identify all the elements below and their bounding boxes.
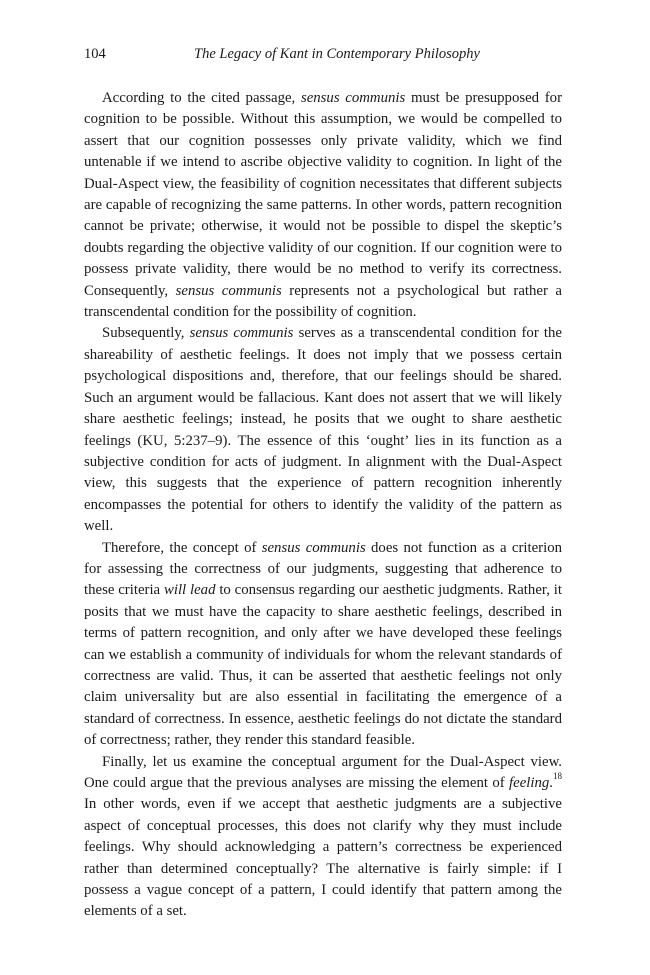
- italic-text: sensus communis: [300, 90, 406, 106]
- footnote-ref: 18: [553, 771, 562, 782]
- italic-text: will lead: [163, 582, 216, 599]
- text-run: represents not a psychological but rather a transcendental condition for the possibility of cognition.: [84, 282, 562, 321]
- paragraph-3: [84, 538, 562, 752]
- text-run: In other words, even if we accept that aesthetic judgments are a subjective aspect of conceptual processes, this does not clarify why they must include feelings. Why should acknowledging a pattern’s correctness be experienced rather than determined conceptually? The alternative is fairly simple: if I possess a vague concept of a pattern, I could identify that pattern among the elements of a set.: [84, 796, 562, 920]
- text-run: does not function as a criterion for assessing the correctness of our judgments, suggesting that adherence to these criteria: [84, 539, 562, 599]
- paragraph-2: [84, 323, 562, 537]
- italic-text: sensus communis: [189, 325, 294, 342]
- text-run: must be presupposed for cognition to be possible. Without this assumption, we would be compelled to assert that our cognition possesses only private validity, which we find untenable if we intend to ascribe objective validity to cognition. In light of the Dual-Aspect view, the feasibility of cognition necessitates that different subjects are capable of recognizing the same patterns. In other words, pattern recognition cannot be private; otherwise, it would not be possible to dispel the skeptic’s doubts regarding the objective validity of our cognition. If our cognition were to possess private validity, there would be no method to verify its correctness. Consequently,: [84, 90, 563, 299]
- text-run: .: [549, 775, 553, 791]
- italic-text: sensus communis: [261, 539, 366, 556]
- text-run: Subsequently,: [102, 325, 190, 342]
- paragraph-4: [84, 752, 562, 923]
- body-text: [84, 88, 562, 923]
- running-title: The Legacy of Kant in Contemporary Philosophy: [194, 46, 480, 62]
- page-header: [84, 46, 562, 66]
- italic-text: feeling: [509, 775, 550, 791]
- italic-text: sensus communis: [175, 282, 282, 299]
- text-run: According to the cited passage,: [102, 90, 301, 106]
- paragraph-1: [84, 88, 562, 323]
- text-run: Finally, let us examine the conceptual argument for the Dual-Aspect view. One could argue that the previous analyses are missing the element of: [84, 753, 562, 791]
- text-run: Therefore, the concept of: [102, 539, 262, 556]
- text-run: to consensus regarding our aesthetic judgments. Rather, it posits that we must have the capacity to share aesthetic feelings, described in terms of pattern recognition, and only after we have developed these feelings can we establish a community of individuals for whom the relevant standards of correctness are valid. Thus, it can be asserted that aesthetic feelings not only claim universality but are also essential in facilitating the emergence of a standard of correctness. In essence, aesthetic feelings do not dictate the standard of correctness; rather, they render this standard feasible.: [84, 582, 562, 749]
- text-run: serves as a transcendental condition for the shareability of aesthetic feelings. It does not imply that we possess certain psychological dispositions and, therefore, that our feelings should be shared. Such an argument would be fallacious. Kant does not assert that we will likely share aesthetic feelings; instead, he posits that we ought to share aesthetic feelings (KU, 5:237–9). The essence of this ‘ought’ lies in its function as a subjective condition for acts of judgment. In alignment with the Dual-Aspect view, this suggests that the experience of pattern recognition inherently encompasses the potential for others to identify the validity of the pattern as well.: [84, 325, 562, 535]
- page-number: 104: [84, 46, 106, 62]
